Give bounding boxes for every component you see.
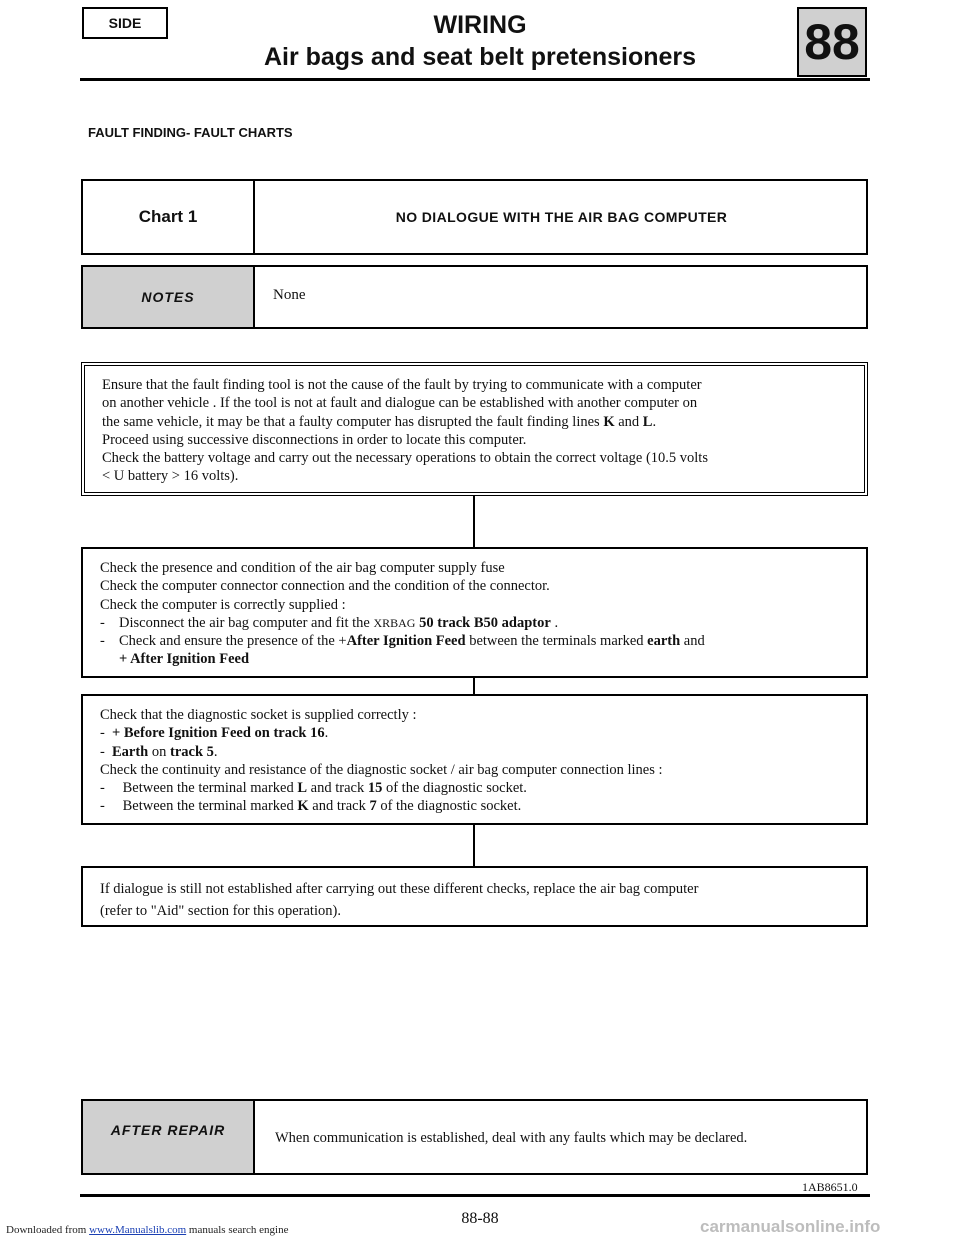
step-1-line: the same vehicle, it may be that a faulty computer has disrupted the fault finding lines K and L. <box>102 413 657 430</box>
notes-row <box>81 265 868 329</box>
section-heading: FAULT FINDING- FAULT CHARTS <box>88 125 293 140</box>
step-2-bullet: - Check and ensure the presence of the +After Ignition Feed between the terminals marked earth and <box>100 633 705 650</box>
step-2-line: Check the presence and condition of the air bag computer supply fuse <box>100 560 505 576</box>
page-title: WIRING <box>433 11 527 39</box>
flow-step-1 <box>81 362 868 496</box>
step-1-line: Check the battery voltage and carry out the necessary operations to obtain the correct voltage (10.5 volts <box>102 450 708 467</box>
watermark: carmanualsonline.info <box>700 1217 881 1236</box>
step-3-line: Check the continuity and resistance of the diagnostic socket / air bag computer connection lines : <box>100 761 663 778</box>
step-1-line: Ensure that the fault finding tool is not the cause of the fault by trying to communicate with a computer <box>102 377 702 393</box>
chart-label: Chart 1 <box>83 181 255 253</box>
chart-title: NO DIALOGUE WITH THE AIR BAG COMPUTER <box>395 209 728 225</box>
after-repair-label: AFTER REPAIR <box>83 1101 255 1173</box>
step-4-line: (refer to "Aid" section for this operation). <box>100 903 341 919</box>
step-2-line: Check the computer is correctly supplied : <box>100 596 346 613</box>
section-number-badge: 88 <box>797 7 867 77</box>
after-repair-row <box>81 1099 868 1175</box>
step-1-line: Proceed using successive disconnections in order to locate this computer. <box>102 431 527 448</box>
footer-divider <box>80 1194 870 1197</box>
reference-code: 1AB8651.0 <box>802 1180 858 1194</box>
step-3-bullet: - Between the terminal marked L and track 15 of the diagnostic socket. <box>100 780 527 797</box>
flow-step-2 <box>81 547 868 678</box>
notes-text: None <box>273 287 306 303</box>
flow-connector <box>473 678 475 694</box>
step-2-bullet-cont: + After Ignition Feed <box>119 651 250 668</box>
step-3-line: Check that the diagnostic socket is supplied correctly : <box>100 707 417 723</box>
step-2-line: Check the computer connector connection and the condition of the connector. <box>100 578 550 595</box>
page-subtitle: Air bags and seat belt pretensioners <box>263 43 697 71</box>
step-3-bullet: - + Before Ignition Feed on track 16. <box>100 725 329 742</box>
page-number: 88-88 <box>461 1210 499 1227</box>
flow-connector <box>473 496 475 547</box>
step-3-bullet: - Earth on track 5. <box>100 743 218 760</box>
flow-step-4 <box>81 866 868 927</box>
step-2-bullet: - Disconnect the air bag computer and fit the XRBAG 50 track B50 adaptor . <box>100 614 559 631</box>
header-divider <box>80 78 870 81</box>
side-tab: SIDE <box>82 7 168 39</box>
chart-header-row <box>81 179 868 255</box>
step-1-line: on another vehicle . If the tool is not at fault and dialogue can be established with another computer on <box>102 395 698 412</box>
step-4-line: If dialogue is still not established after carrying out these different checks, replace the air bag computer <box>100 881 699 897</box>
flow-step-3 <box>81 694 868 825</box>
step-1-line: < U battery > 16 volts). <box>102 468 239 485</box>
step-3-bullet: - Between the terminal marked K and track 7 of the diagnostic socket. <box>100 798 522 815</box>
notes-label: NOTES <box>83 267 255 327</box>
flow-connector <box>473 825 475 866</box>
after-repair-text: When communication is established, deal with any faults which may be declared. <box>275 1130 748 1146</box>
manualslib-link[interactable]: www.Manualslib.com <box>89 1224 187 1236</box>
download-note: Downloaded from www.Manualslib.com manuals search engine <box>6 1224 289 1236</box>
